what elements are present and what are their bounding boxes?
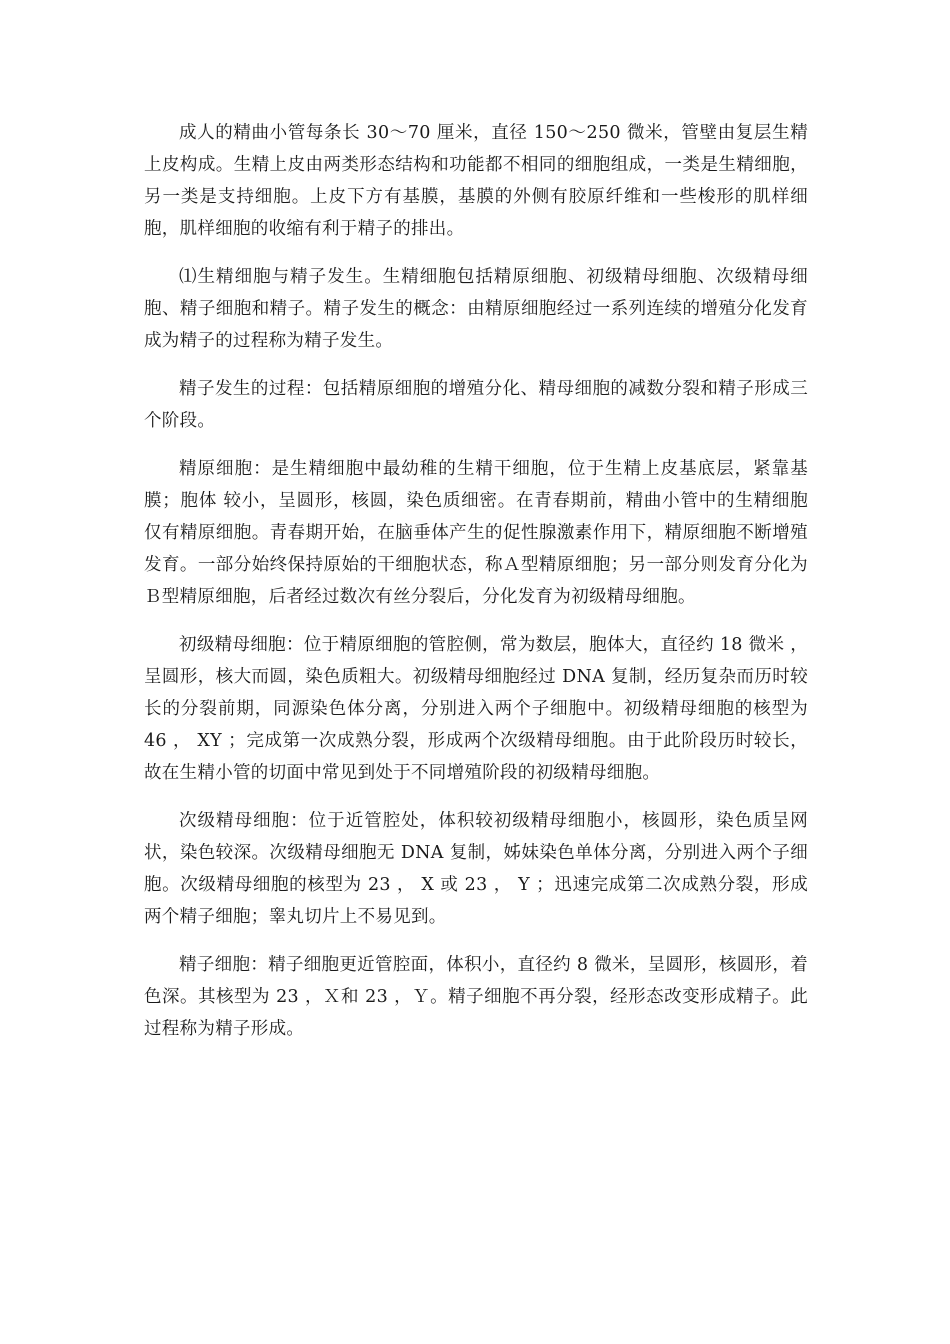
paragraph-spermatogenesis-process: 精子发生的过程：包括精原细胞的增殖分化、精母细胞的减数分裂和精子形成三个阶段。 bbox=[144, 379, 808, 431]
document-body bbox=[144, 117, 808, 1061]
paragraph-spermatid: 精子细胞：精子细胞更近管腔面，体积小，直径约 8 微米，呈圆形，核圆形，着色深。其核型为 23 ，Ｘ和 23 ，Ｙ。精子细胞不再分裂，经形态改变形成精子。此过程称为精子形成。 bbox=[144, 955, 808, 1039]
paragraph-tubule-structure: 成人的精曲小管每条长 30～70 厘米，直径 150～250 微米，管壁由复层生精上皮构成。生精上皮由两类形态结构和功能都不相同的细胞组成，一类是生精细胞，另一类是支持细胞。上皮下方有基膜，基膜的外侧有胶原纤维和一些梭形的肌样细胞，肌样细胞的收缩有利于精子的排出。 bbox=[144, 123, 808, 239]
paragraph-secondary-spermatocyte: 次级精母细胞：位于近管腔处，体积较初级精母细胞小，核圆形，染色质呈网状，染色较深。次级精母细胞无 DNA 复制，姊妹染色单体分离，分别进入两个子细胞。次级精母细胞的核型为 23 ， X 或 23 ， Y ；迅速完成第二次成熟分裂，形成两个精子细胞；睾丸切片上不易见到。 bbox=[144, 811, 808, 927]
paragraph-spermatogenic-cells: ⑴生精细胞与精子发生。生精细胞包括精原细胞、初级精母细胞、次级精母细胞、精子细胞和精子。精子发生的概念：由精原细胞经过一系列连续的增殖分化发育成为精子的过程称为精子发生。 bbox=[144, 267, 808, 351]
paragraph-primary-spermatocyte: 初级精母细胞：位于精原细胞的管腔侧，常为数层，胞体大，直径约 18 微米 ， 呈圆形，核大而圆，染色质粗大。初级精母细胞经过 DNA 复制，经历复杂而历时较长的分裂前期，同源染色体分离，分别进入两个子细胞中。初级精母细胞的核型为 46 ， XY ；完成第一次成熟分裂，形成两个次级精母细胞。由于此阶段历时较长，故在生精小管的切面中常见到处于不同增殖阶段的初级精母细胞。 bbox=[144, 635, 808, 783]
paragraph-spermatogonia: 精原细胞：是生精细胞中最幼稚的生精干细胞，位于生精上皮基底层，紧靠基膜；胞体 较小，呈圆形，核圆，染色质细密。在青春期前，精曲小管中的生精细胞仅有精原细胞。青春期开始，在脑垂体产生的促性腺激素作用下，精原细胞不断增殖发育。一部分始终保持原始的干细胞状态，称Ａ型精原细胞；另一部分则发育分化为Ｂ型精原细胞，后者经过数次有丝分裂后，分化发育为初级精母细胞。 bbox=[144, 459, 808, 607]
